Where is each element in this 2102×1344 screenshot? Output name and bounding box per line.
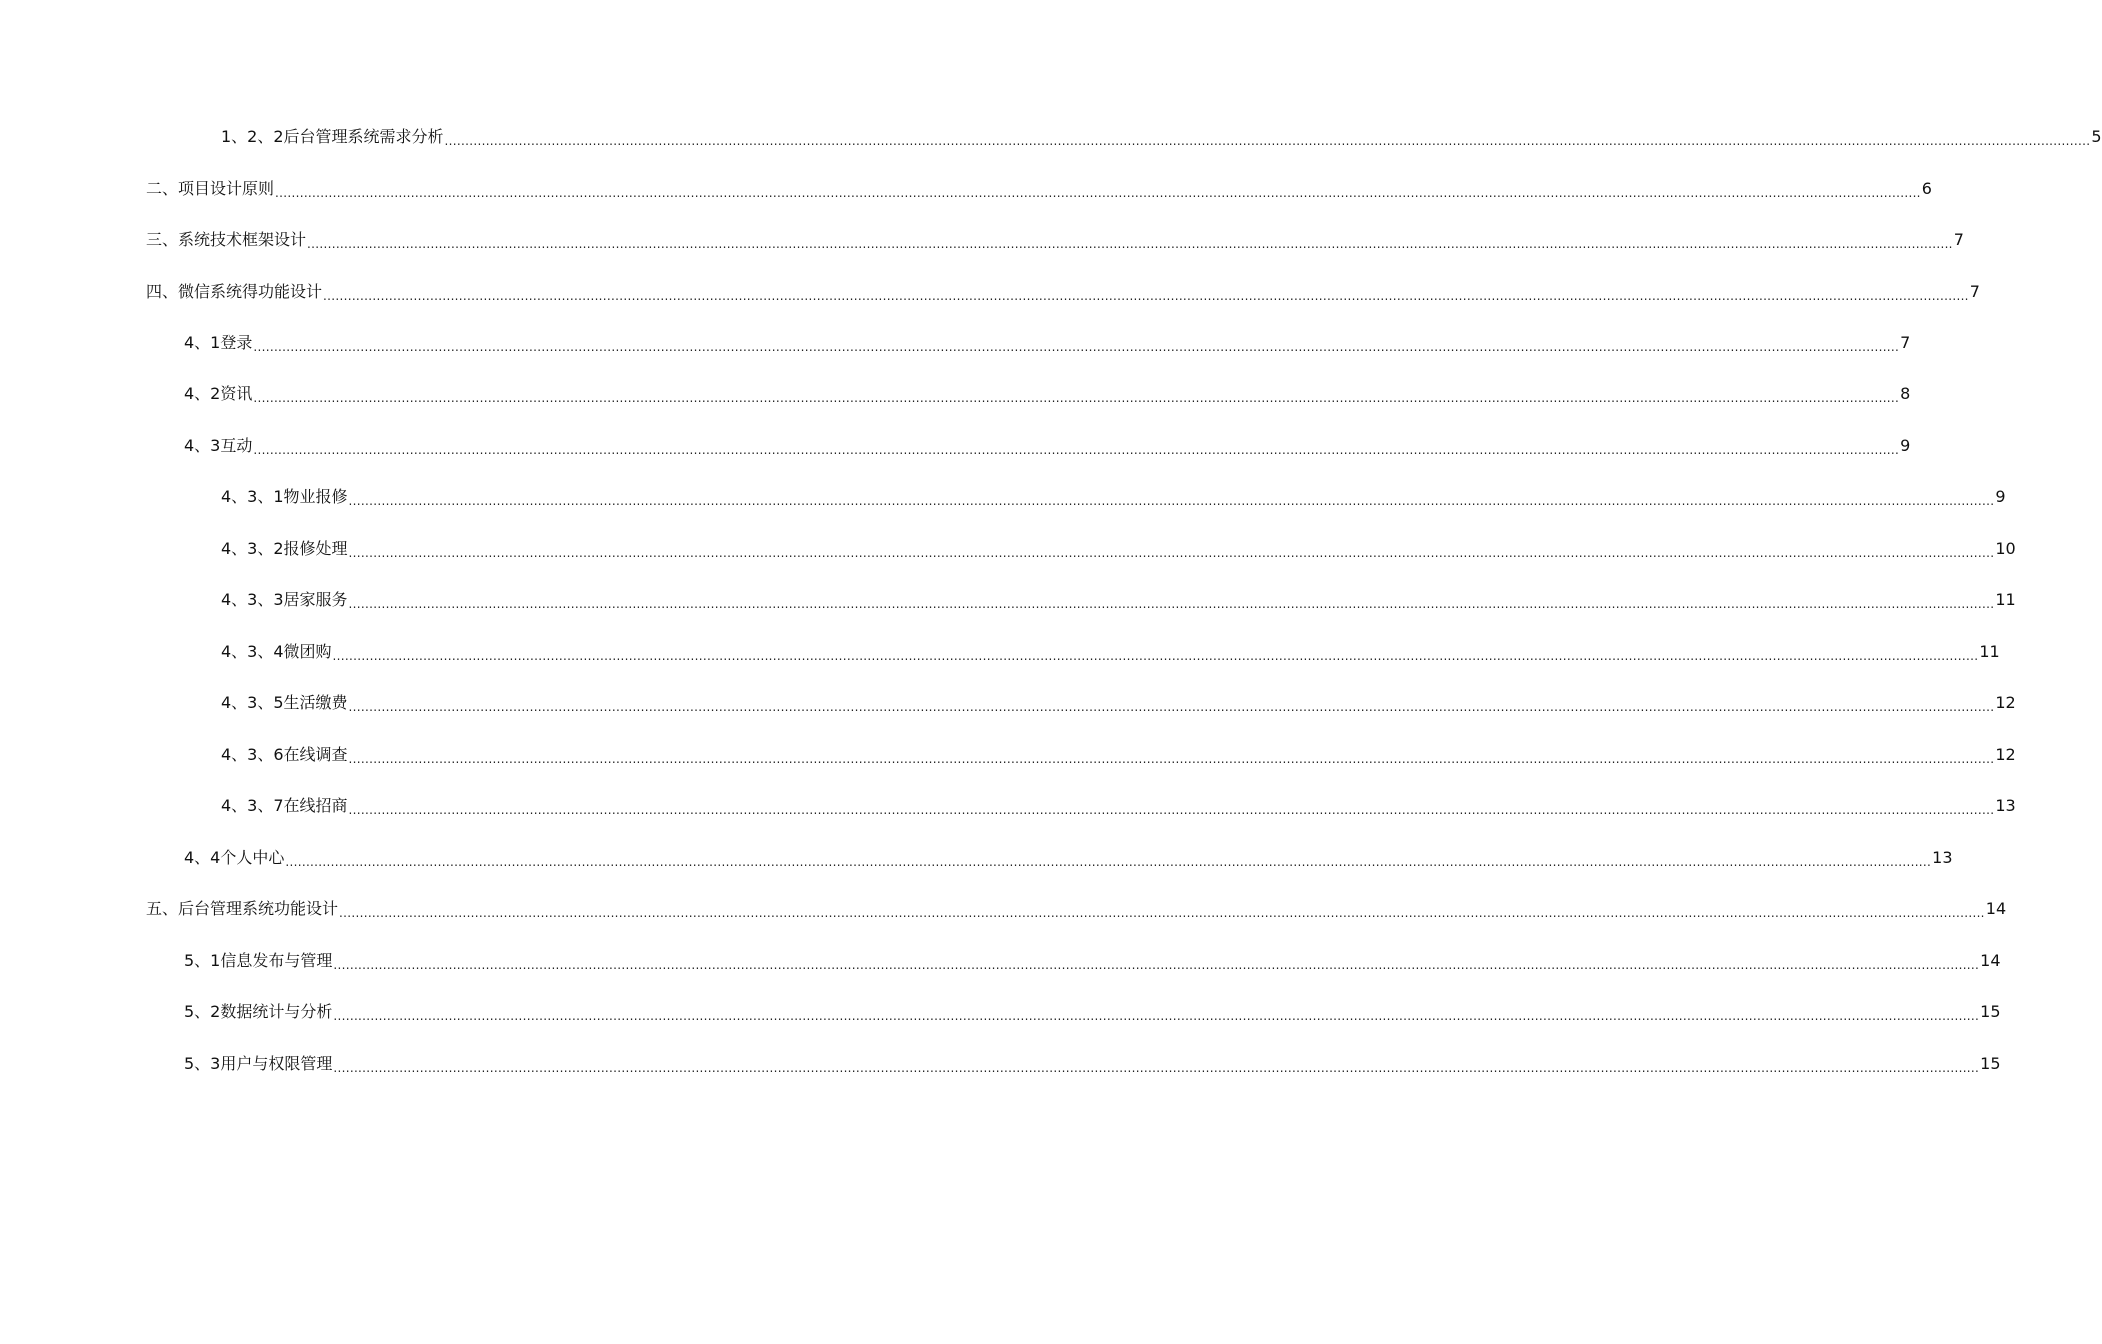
toc-leader-dots: ................................................................................................................................................................................................................................................................................................................................................................................................................ — [332, 649, 1979, 663]
toc-entry[interactable] — [221, 536, 2016, 560]
toc-entry[interactable] — [184, 948, 2001, 972]
toc-entry-page: 8 — [1900, 384, 1911, 403]
toc-entry-label: 4、3、4微团购 — [221, 642, 332, 661]
toc-leader-dots: ................................................................................................................................................................................................................................................................................................................................................................................................................ — [348, 546, 1995, 560]
toc-entry-label: 四、微信系统得功能设计 — [146, 282, 323, 301]
toc-entry-label: 三、系统技术框架设计 — [146, 230, 307, 249]
toc-leader-dots: ................................................................................................................................................................................................................................................................................................................................................................................................................ — [275, 186, 1921, 200]
toc-entry[interactable] — [184, 433, 1911, 457]
toc-entry-page: 12 — [1995, 745, 2016, 764]
toc-leader-dots: ................................................................................................................................................................................................................................................................................................................................................................................................................ — [339, 906, 1985, 920]
toc-entry-page: 13 — [1932, 848, 1953, 867]
toc-entry-page: 10 — [1995, 539, 2016, 558]
toc-leader-dots: ................................................................................................................................................................................................................................................................................................................................................................................................................ — [323, 289, 1969, 303]
toc-entry-label: 五、后台管理系统功能设计 — [146, 899, 339, 918]
toc-entry-page: 15 — [1980, 1054, 2001, 1073]
toc-entry[interactable] — [221, 587, 2016, 611]
toc-leader-dots: ................................................................................................................................................................................................................................................................................................................................................................................................................ — [253, 340, 1900, 354]
toc-leader-dots: ................................................................................................................................................................................................................................................................................................................................................................................................................ — [333, 1009, 1980, 1023]
toc-entry-label: 5、1信息发布与管理 — [184, 951, 333, 970]
toc-entry[interactable] — [221, 742, 2016, 766]
toc-leader-dots: ................................................................................................................................................................................................................................................................................................................................................................................................................ — [348, 803, 1995, 817]
toc-entry-label: 4、2资讯 — [184, 384, 253, 403]
toc-entry-label: 4、3、5生活缴费 — [221, 693, 348, 712]
toc-entry-label: 4、3、6在线调查 — [221, 745, 348, 764]
toc-entry-page: 14 — [1985, 899, 2007, 918]
toc-leader-dots: ................................................................................................................................................................................................................................................................................................................................................................................................................ — [285, 855, 1932, 869]
toc-entry-label: 4、4个人中心 — [184, 848, 285, 867]
toc-entry[interactable] — [221, 484, 2006, 508]
toc-entry-page: 12 — [1995, 693, 2016, 712]
toc-entry[interactable] — [221, 690, 2016, 714]
toc-entry-page: 14 — [1980, 951, 2001, 970]
toc-entry-label: 4、3、1物业报修 — [221, 487, 348, 506]
toc-leader-dots: ................................................................................................................................................................................................................................................................................................................................................................................................................ — [253, 391, 1900, 405]
toc-leader-dots: ................................................................................................................................................................................................................................................................................................................................................................................................................ — [348, 700, 1995, 714]
toc-entry[interactable] — [146, 176, 1932, 200]
toc-entry-label: 4、3、2报修处理 — [221, 539, 348, 558]
toc-entry[interactable] — [184, 381, 1911, 405]
toc-entry-page: 11 — [1995, 590, 2016, 609]
toc-entry[interactable] — [184, 999, 2001, 1023]
toc-entry[interactable] — [146, 227, 1964, 251]
toc-entry-page: 6 — [1921, 179, 1932, 198]
toc-entry-label: 二、项目设计原则 — [146, 179, 275, 198]
toc-entry-label: 4、3、3居家服务 — [221, 590, 348, 609]
toc-leader-dots: ................................................................................................................................................................................................................................................................................................................................................................................................................ — [348, 752, 1995, 766]
toc-entry-label: 4、3互动 — [184, 436, 253, 455]
toc-leader-dots: ................................................................................................................................................................................................................................................................................................................................................................................................................ — [333, 958, 1980, 972]
toc-leader-dots: ................................................................................................................................................................................................................................................................................................................................................................................................................ — [348, 597, 1995, 611]
toc-entry-label: 4、1登录 — [184, 333, 253, 352]
toc-leader-dots: ................................................................................................................................................................................................................................................................................................................................................................................................................ — [307, 237, 1953, 251]
toc-entry[interactable] — [221, 124, 2102, 148]
toc-entry-label: 5、3用户与权限管理 — [184, 1054, 333, 1073]
toc-entry-page: 9 — [1900, 436, 1911, 455]
toc-entry-page: 7 — [1900, 333, 1911, 352]
toc-entry[interactable] — [146, 279, 1980, 303]
toc-entry-page: 7 — [1969, 282, 1980, 301]
toc-entry[interactable] — [184, 845, 1953, 869]
toc-entry-label: 5、2数据统计与分析 — [184, 1002, 333, 1021]
toc-entry-page: 9 — [1995, 487, 2006, 506]
toc-entry-page: 15 — [1980, 1002, 2001, 1021]
toc-entry[interactable] — [184, 330, 1911, 354]
toc-entry[interactable] — [221, 639, 2000, 663]
toc-entry-label: 4、3、7在线招商 — [221, 796, 348, 815]
toc-entry[interactable] — [146, 896, 2007, 920]
toc-entry-page: 13 — [1995, 796, 2016, 815]
toc-leader-dots: ................................................................................................................................................................................................................................................................................................................................................................................................................ — [253, 443, 1900, 457]
toc-entry-page: 11 — [1979, 642, 2000, 661]
toc-entry[interactable] — [221, 793, 2016, 817]
toc-entry-page: 5 — [2091, 127, 2102, 146]
toc-entry[interactable] — [184, 1051, 2001, 1075]
toc-entry-page: 7 — [1953, 230, 1964, 249]
toc-leader-dots: ................................................................................................................................................................................................................................................................................................................................................................................................................ — [348, 494, 1995, 508]
toc-leader-dots: ................................................................................................................................................................................................................................................................................................................................................................................................................ — [333, 1061, 1980, 1075]
toc-entry-label: 1、2、2后台管理系统需求分析 — [221, 127, 444, 146]
toc-leader-dots: ................................................................................................................................................................................................................................................................................................................................................................................................................ — [444, 134, 2091, 148]
